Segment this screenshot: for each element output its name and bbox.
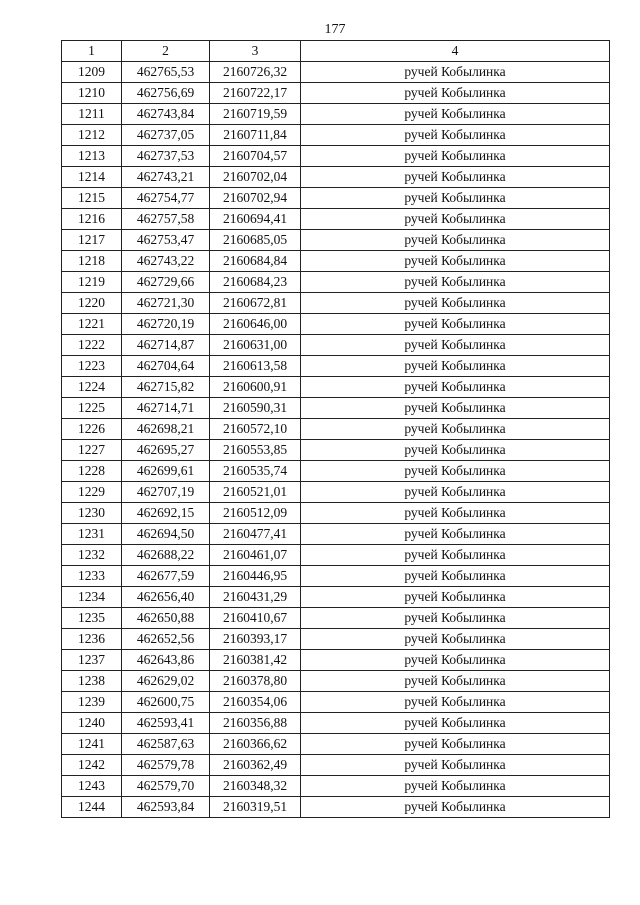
table-row [62, 398, 610, 419]
cell-object: ручей Кобылинка [301, 146, 610, 167]
cell-x: 462587,63 [122, 734, 210, 755]
cell-point-number: 1227 [62, 440, 122, 461]
cell-y: 2160393,17 [210, 629, 301, 650]
cell-x: 462593,41 [122, 713, 210, 734]
cell-x: 462743,84 [122, 104, 210, 125]
table-row [62, 503, 610, 524]
cell-y: 2160446,95 [210, 566, 301, 587]
cell-point-number: 1242 [62, 755, 122, 776]
cell-object: ручей Кобылинка [301, 629, 610, 650]
cell-y: 2160461,07 [210, 545, 301, 566]
cell-x: 462721,30 [122, 293, 210, 314]
cell-point-number: 1244 [62, 797, 122, 818]
cell-point-number: 1225 [62, 398, 122, 419]
table-row [62, 482, 610, 503]
cell-y: 2160512,09 [210, 503, 301, 524]
cell-point-number: 1238 [62, 671, 122, 692]
coordinates-table [61, 40, 610, 818]
cell-x: 462695,27 [122, 440, 210, 461]
cell-object: ручей Кобылинка [301, 356, 610, 377]
cell-y: 2160646,00 [210, 314, 301, 335]
cell-point-number: 1243 [62, 776, 122, 797]
cell-y: 2160590,31 [210, 398, 301, 419]
cell-y: 2160694,41 [210, 209, 301, 230]
cell-y: 2160719,59 [210, 104, 301, 125]
cell-point-number: 1234 [62, 587, 122, 608]
table-row [62, 650, 610, 671]
cell-object: ручей Кобылинка [301, 167, 610, 188]
cell-y: 2160726,32 [210, 62, 301, 83]
cell-x: 462754,77 [122, 188, 210, 209]
table-row [62, 419, 610, 440]
cell-point-number: 1213 [62, 146, 122, 167]
cell-y: 2160521,01 [210, 482, 301, 503]
cell-x: 462765,53 [122, 62, 210, 83]
cell-x: 462629,02 [122, 671, 210, 692]
cell-point-number: 1239 [62, 692, 122, 713]
cell-object: ручей Кобылинка [301, 776, 610, 797]
cell-y: 2160410,67 [210, 608, 301, 629]
cell-point-number: 1237 [62, 650, 122, 671]
table-row [62, 776, 610, 797]
cell-object: ручей Кобылинка [301, 251, 610, 272]
table-row [62, 524, 610, 545]
cell-object: ручей Кобылинка [301, 755, 610, 776]
cell-x: 462704,64 [122, 356, 210, 377]
table-row [62, 125, 610, 146]
table-row [62, 272, 610, 293]
column-header-point-number: 1 [62, 41, 122, 62]
cell-object: ручей Кобылинка [301, 335, 610, 356]
table-row [62, 545, 610, 566]
table-row [62, 671, 610, 692]
cell-object: ручей Кобылинка [301, 314, 610, 335]
cell-y: 2160356,88 [210, 713, 301, 734]
cell-point-number: 1222 [62, 335, 122, 356]
cell-y: 2160702,04 [210, 167, 301, 188]
cell-point-number: 1215 [62, 188, 122, 209]
table-row [62, 629, 610, 650]
cell-point-number: 1240 [62, 713, 122, 734]
cell-object: ручей Кобылинка [301, 125, 610, 146]
page-number: 177 [324, 22, 346, 37]
cell-x: 462656,40 [122, 587, 210, 608]
cell-x: 462698,21 [122, 419, 210, 440]
cell-y: 2160572,10 [210, 419, 301, 440]
cell-point-number: 1229 [62, 482, 122, 503]
cell-point-number: 1212 [62, 125, 122, 146]
table-row [62, 587, 610, 608]
cell-point-number: 1217 [62, 230, 122, 251]
table-row [62, 566, 610, 587]
cell-x: 462699,61 [122, 461, 210, 482]
cell-point-number: 1209 [62, 62, 122, 83]
cell-y: 2160702,94 [210, 188, 301, 209]
cell-x: 462707,19 [122, 482, 210, 503]
cell-y: 2160553,85 [210, 440, 301, 461]
cell-point-number: 1216 [62, 209, 122, 230]
cell-y: 2160477,41 [210, 524, 301, 545]
cell-y: 2160535,74 [210, 461, 301, 482]
cell-y: 2160362,49 [210, 755, 301, 776]
cell-point-number: 1220 [62, 293, 122, 314]
table-row [62, 230, 610, 251]
cell-y: 2160348,32 [210, 776, 301, 797]
cell-object: ручей Кобылинка [301, 545, 610, 566]
cell-point-number: 1214 [62, 167, 122, 188]
cell-x: 462737,05 [122, 125, 210, 146]
table-header [62, 41, 610, 62]
table-row [62, 314, 610, 335]
cell-y: 2160631,00 [210, 335, 301, 356]
cell-x: 462650,88 [122, 608, 210, 629]
header-row [62, 41, 610, 62]
cell-y: 2160684,23 [210, 272, 301, 293]
column-header-y: 3 [210, 41, 301, 62]
cell-x: 462753,47 [122, 230, 210, 251]
table-row [62, 440, 610, 461]
cell-object: ручей Кобылинка [301, 587, 610, 608]
cell-object: ручей Кобылинка [301, 461, 610, 482]
cell-point-number: 1235 [62, 608, 122, 629]
cell-object: ручей Кобылинка [301, 230, 610, 251]
table-row [62, 797, 610, 818]
cell-point-number: 1236 [62, 629, 122, 650]
cell-point-number: 1224 [62, 377, 122, 398]
cell-object: ручей Кобылинка [301, 650, 610, 671]
column-header-object: 4 [301, 41, 610, 62]
table-row [62, 83, 610, 104]
cell-point-number: 1241 [62, 734, 122, 755]
table-row [62, 146, 610, 167]
cell-point-number: 1232 [62, 545, 122, 566]
cell-object: ручей Кобылинка [301, 293, 610, 314]
cell-object: ручей Кобылинка [301, 566, 610, 587]
cell-x: 462579,70 [122, 776, 210, 797]
cell-point-number: 1223 [62, 356, 122, 377]
table-row [62, 734, 610, 755]
cell-y: 2160684,84 [210, 251, 301, 272]
cell-point-number: 1230 [62, 503, 122, 524]
cell-x: 462714,87 [122, 335, 210, 356]
table-body [62, 62, 610, 818]
cell-object: ручей Кобылинка [301, 209, 610, 230]
cell-point-number: 1211 [62, 104, 122, 125]
table-row [62, 209, 610, 230]
cell-x: 462715,82 [122, 377, 210, 398]
cell-point-number: 1210 [62, 83, 122, 104]
table-row [62, 608, 610, 629]
cell-object: ручей Кобылинка [301, 188, 610, 209]
cell-y: 2160378,80 [210, 671, 301, 692]
cell-point-number: 1231 [62, 524, 122, 545]
cell-y: 2160366,62 [210, 734, 301, 755]
cell-object: ручей Кобылинка [301, 608, 610, 629]
cell-y: 2160704,57 [210, 146, 301, 167]
cell-object: ручей Кобылинка [301, 398, 610, 419]
table-row [62, 692, 610, 713]
cell-x: 462694,50 [122, 524, 210, 545]
table-row [62, 335, 610, 356]
table-row [62, 62, 610, 83]
cell-object: ручей Кобылинка [301, 272, 610, 293]
table-row [62, 251, 610, 272]
cell-object: ручей Кобылинка [301, 503, 610, 524]
column-header-x: 2 [122, 41, 210, 62]
cell-y: 2160431,29 [210, 587, 301, 608]
table-row [62, 356, 610, 377]
cell-point-number: 1233 [62, 566, 122, 587]
cell-y: 2160319,51 [210, 797, 301, 818]
table-row [62, 461, 610, 482]
cell-y: 2160613,58 [210, 356, 301, 377]
table-row [62, 188, 610, 209]
cell-object: ручей Кобылинка [301, 734, 610, 755]
cell-y: 2160711,84 [210, 125, 301, 146]
cell-point-number: 1228 [62, 461, 122, 482]
cell-point-number: 1218 [62, 251, 122, 272]
cell-point-number: 1219 [62, 272, 122, 293]
table-row [62, 755, 610, 776]
table-row [62, 293, 610, 314]
cell-object: ручей Кобылинка [301, 377, 610, 398]
cell-x: 462643,86 [122, 650, 210, 671]
cell-x: 462688,22 [122, 545, 210, 566]
cell-y: 2160722,17 [210, 83, 301, 104]
cell-x: 462600,75 [122, 692, 210, 713]
table-row [62, 713, 610, 734]
cell-x: 462692,15 [122, 503, 210, 524]
cell-x: 462737,53 [122, 146, 210, 167]
cell-x: 462743,22 [122, 251, 210, 272]
table-row [62, 167, 610, 188]
cell-x: 462756,69 [122, 83, 210, 104]
cell-object: ручей Кобылинка [301, 440, 610, 461]
cell-x: 462720,19 [122, 314, 210, 335]
cell-object: ручей Кобылинка [301, 419, 610, 440]
cell-x: 462757,58 [122, 209, 210, 230]
cell-x: 462729,66 [122, 272, 210, 293]
cell-object: ручей Кобылинка [301, 797, 610, 818]
table-row [62, 104, 610, 125]
cell-object: ручей Кобылинка [301, 62, 610, 83]
cell-object: ручей Кобылинка [301, 104, 610, 125]
cell-object: ручей Кобылинка [301, 524, 610, 545]
cell-y: 2160672,81 [210, 293, 301, 314]
cell-x: 462677,59 [122, 566, 210, 587]
cell-x: 462593,84 [122, 797, 210, 818]
cell-object: ручей Кобылинка [301, 671, 610, 692]
cell-x: 462714,71 [122, 398, 210, 419]
cell-x: 462652,56 [122, 629, 210, 650]
cell-x: 462579,78 [122, 755, 210, 776]
cell-x: 462743,21 [122, 167, 210, 188]
cell-point-number: 1226 [62, 419, 122, 440]
cell-point-number: 1221 [62, 314, 122, 335]
cell-y: 2160354,06 [210, 692, 301, 713]
cell-y: 2160685,05 [210, 230, 301, 251]
cell-object: ручей Кобылинка [301, 482, 610, 503]
cell-object: ручей Кобылинка [301, 692, 610, 713]
cell-object: ручей Кобылинка [301, 83, 610, 104]
cell-object: ручей Кобылинка [301, 713, 610, 734]
cell-y: 2160600,91 [210, 377, 301, 398]
table-row [62, 377, 610, 398]
cell-y: 2160381,42 [210, 650, 301, 671]
